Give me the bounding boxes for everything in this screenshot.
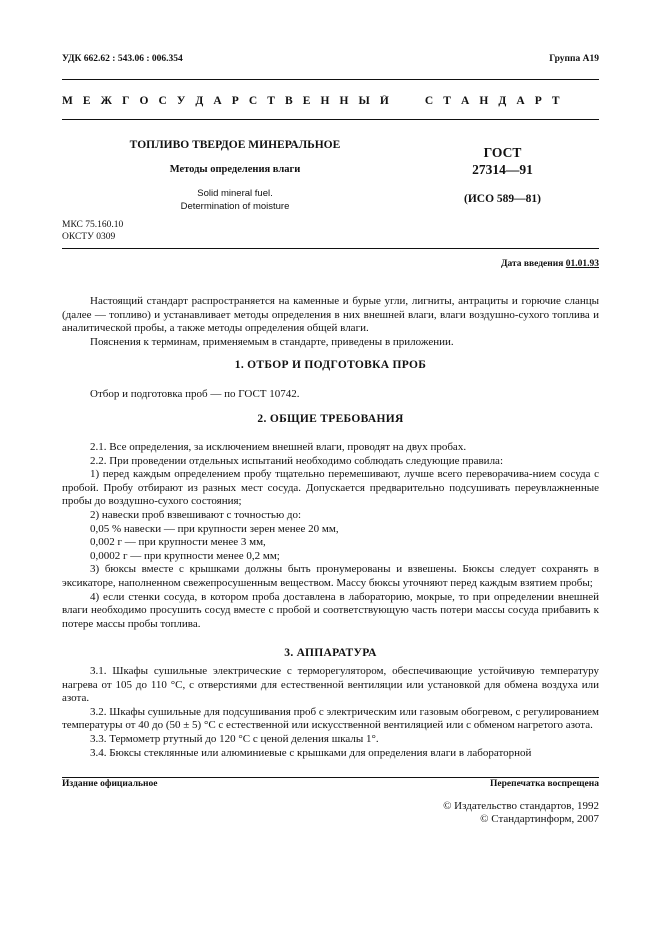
gost-number: 27314—91 <box>472 162 533 177</box>
intro-date-label: Дата введения <box>500 259 564 269</box>
mks-code: МКС 75.160.10 <box>62 220 124 230</box>
official-edition: Издание официальное <box>62 779 158 789</box>
clause-3-4: 3.4. Бюксы стеклянные или алюминиевые с крышками для определения влаги в лабораторной <box>90 746 532 759</box>
udk-code: УДК 662.62 : 543.06 : 006.354 <box>62 54 183 64</box>
rule-3: 3) бюксы вместе с крышками должны быть пронумерованы и взвешены. Бюксы следует сохранять в эксикаторе, наполненном свежепросушенным веществом. Массу бюксы уточняют перед каждым взятием пробы; <box>62 563 599 589</box>
group-code: Группа А19 <box>549 54 599 64</box>
clause-2-2: 2.2. При проведении отдельных испытаний необходимо соблюдать следующие правила: <box>90 454 503 467</box>
intro-date-value: 01.01.93 <box>565 259 599 269</box>
precision-item: 0,002 г — при крупности менее 3 мм, <box>90 536 266 549</box>
section-1-heading: 1. ОТБОР И ПОДГОТОВКА ПРОБ <box>234 359 427 371</box>
section-3-body <box>62 665 599 760</box>
standard-banner: М Е Ж Г О С У Д А Р С Т В Е Н Н Ы Й С Т А Н Д А Р Т <box>62 95 564 107</box>
title-rule <box>62 248 599 249</box>
copyright-2: © Стандартинформ, 2007 <box>480 813 599 825</box>
clause-3-2: 3.2. Шкафы сушильные для подсушивания проб с электрическим или газовым обогревом, с регулированием температуры от 40 до (50 ± 5) °С с естественной или искусственной вентиляцией или с обменом нагретого азота. <box>62 705 599 732</box>
section-1-text: Отбор и подготовка проб — по ГОСТ 10742. <box>90 388 300 400</box>
section-2-heading: 2. ОБЩИЕ ТРЕБОВАНИЯ <box>257 413 404 425</box>
copyright-1: © Издательство стандартов, 1992 <box>443 800 599 812</box>
top-rule <box>62 79 599 80</box>
precision-item: 0,0002 г — при крупности менее 0,2 мм; <box>90 549 280 562</box>
intro-paragraph: Пояснения к терминам, применяемым в стандарте, приведены в приложении. <box>90 335 454 348</box>
rule-4: 4) если стенки сосуда, в котором проба доставлена в лабораторию, мокрые, то при определении внешней влаги необходимо просушить сосуд вместе с пробой и соответствующую часть потери массы сосуда прибавить к потере массы пробы топлива. <box>62 590 599 630</box>
intro-block <box>62 295 599 349</box>
okstu-code: ОКСТУ 0309 <box>62 232 116 242</box>
iso-reference: (ИСО 589—81) <box>464 193 541 205</box>
document-subtitle: Методы определения влаги <box>169 164 301 175</box>
intro-date <box>501 259 599 269</box>
subtitle-english: Determination of moisture <box>180 201 290 212</box>
gost-label: ГОСТ <box>483 145 522 160</box>
document-title: ТОПЛИВО ТВЕРДОЕ МИНЕРАЛЬНОЕ <box>129 139 341 151</box>
footer-rule <box>62 777 599 778</box>
intro-paragraph: Настоящий стандарт распространяется на каменные и бурые угли, лигниты, антрациты и горючие сланцы (далее — топливо) и устанавливает методы определения в них внешней влаги, влаги воздушно-сухого топлива и аналитической пробы, а также методы определения общей влаги. <box>62 295 599 335</box>
section-1-body <box>62 388 599 402</box>
title-english: Solid mineral fuel. <box>197 188 273 199</box>
rule-1: 1) перед каждым определением пробу тщательно перемешивают, лучше всего переворачива-нием сосуда с пробой. Пробу отбирают из разных мест сосуда. Допускается предварительно подсушивать переувлажненные пробы до воздушно-сухого состояния; <box>62 468 599 508</box>
clause-2-1: 2.1. Все определения, за исключением внешней влаги, проводят на двух пробах. <box>90 441 467 453</box>
section-2-body <box>62 441 599 631</box>
section-3-heading: 3. АППАРАТУРА <box>284 647 377 659</box>
rule-2: 2) навески проб взвешивают с точностью до: <box>90 508 302 521</box>
banner-rule <box>62 119 599 120</box>
precision-item: 0,05 % навески — при крупности зерен менее 20 мм, <box>90 522 339 535</box>
reprint-notice: Перепечатка воспрещена <box>489 779 599 789</box>
clause-3-1: 3.1. Шкафы сушильные электрические с терморегулятором, обеспечивающие устойчивую температуру нагрева от 105 до 110 °С, с отверстиями для естественной вентиляции или установкой для обмена воздуха или азота. <box>62 665 599 705</box>
clause-3-3: 3.3. Термометр ртутный до 120 °С с ценой деления шкалы 1°. <box>90 732 379 745</box>
